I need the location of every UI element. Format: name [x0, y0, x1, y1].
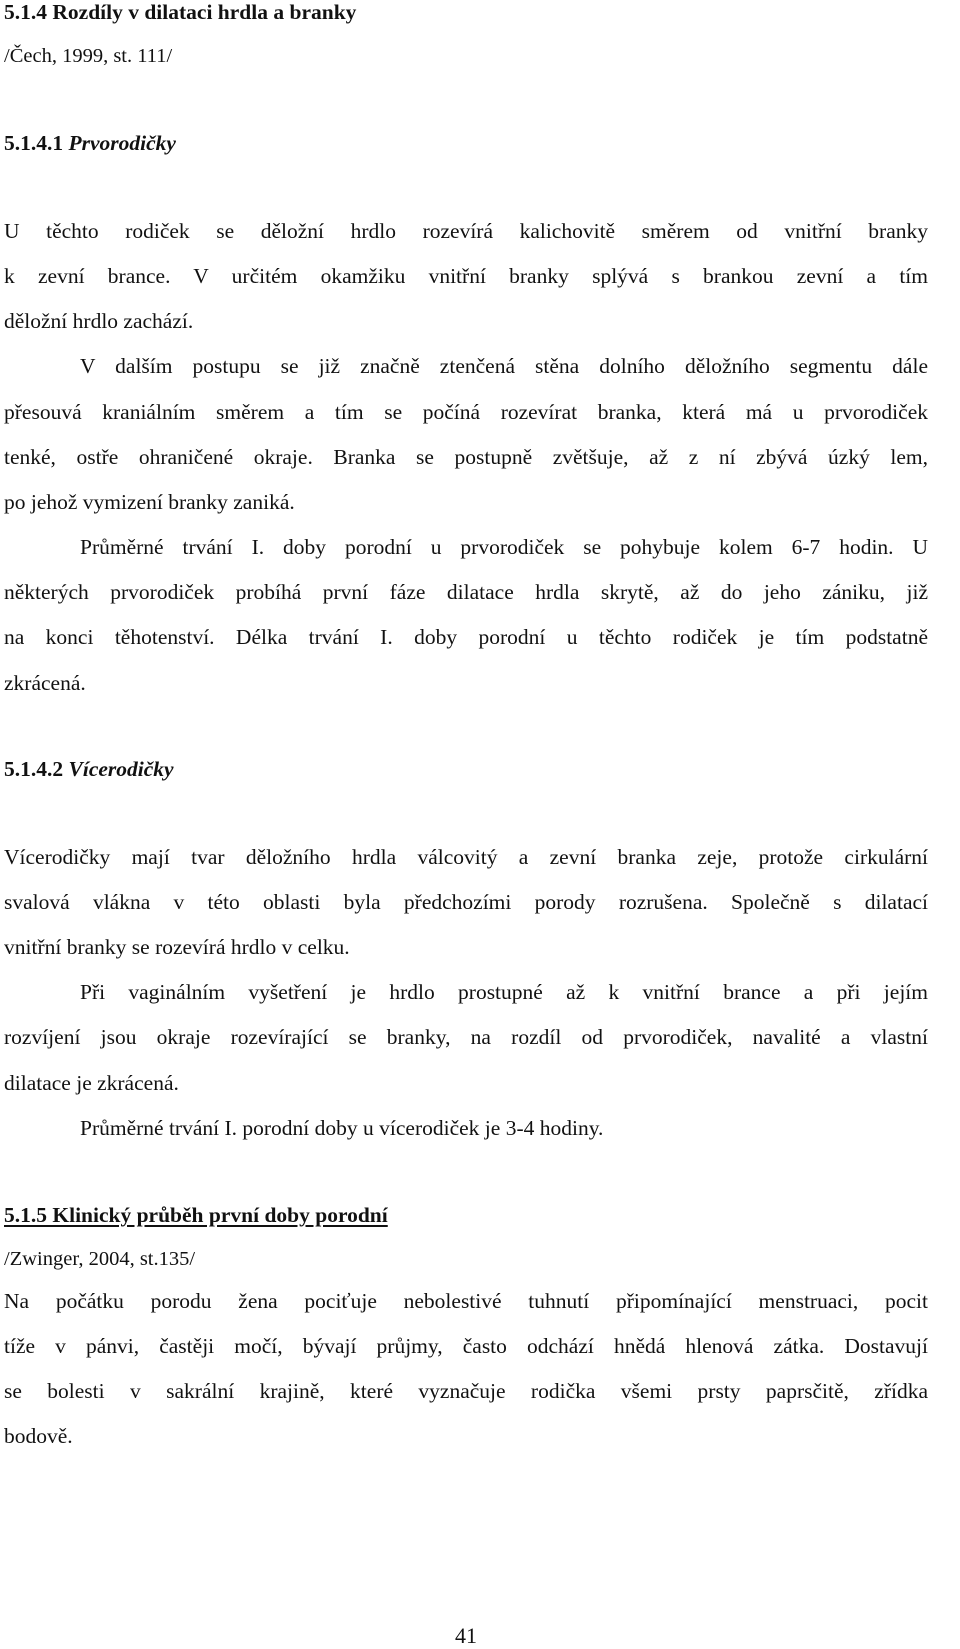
subsection-heading-prvorodicky	[4, 133, 176, 155]
paragraph-line: vnitřní branky se rozevírá hrdlo v celku.	[4, 935, 350, 959]
source-citation-zwinger: /Zwinger, 2004, st.135/	[4, 1248, 196, 1270]
paragraph-line: rozvíjení jsou okraje rozevírající se branky, na rozdíl od prvorodiček, navalité a vlastní	[4, 1025, 928, 1049]
paragraph-line: dilatace je zkrácená.	[4, 1071, 179, 1095]
subsection-title: Prvorodičky	[63, 131, 176, 155]
paragraph-line: Vícerodičky mají tvar děložního hrdla válcovitý a zevní branka zeje, protože cirkulární	[4, 845, 928, 869]
paragraph-line: Při vaginálním vyšetření je hrdlo prostupné až k vnitřní brance a při jejím	[80, 980, 928, 1004]
subsection-number: 5.1.4.1	[4, 131, 64, 155]
paragraph-line: Na počátku porodu žena pociťuje nebolestivé tuhnutí připomínající menstruaci, pocit	[4, 1289, 928, 1313]
paragraph-line: Průměrné trvání I. doby porodní u prvorodiček se pohybuje kolem 6-7 hodin. U	[80, 535, 928, 559]
subsection-title: Vícerodičky	[63, 757, 174, 781]
paragraph-line: tenké, ostře ohraničené okraje. Branka se postupně zvětšuje, až z ní zbývá úzký lem,	[4, 445, 928, 469]
paragraph-line: k zevní brance. V určitém okamžiku vnitřní branky splývá s brankou zevní a tím	[4, 264, 928, 288]
section-heading-5-1-4: 5.1.4 Rozdíly v dilataci hrdla a branky	[4, 0, 357, 24]
subsection-number: 5.1.4.2	[4, 757, 64, 781]
paragraph-line: přesouvá kraniálním směrem a tím se počíná rozevírat branka, která má u prvorodiček	[4, 400, 928, 424]
paragraph-line: tíže v pánvi, častěji močí, bývají průjmy, často odchází hnědá hlenová zátka. Dostavují	[4, 1334, 928, 1358]
paragraph-line: na konci těhotenství. Délka trvání I. doby porodní u těchto rodiček je tím podstatně	[4, 625, 928, 649]
document-page	[4, 0, 928, 1649]
page-number: 41	[455, 1623, 477, 1648]
paragraph-line: některých prvorodiček probíhá první fáze dilatace hrdla skrytě, až do jeho zániku, již	[4, 580, 928, 604]
paragraph-line: Průměrné trvání I. porodní doby u vícerodiček je 3-4 hodiny.	[80, 1116, 604, 1140]
paragraph-line: U těchto rodiček se děložní hrdlo rozevírá kalichovitě směrem od vnitřní branky	[4, 219, 928, 243]
paragraph-line: svalová vlákna v této oblasti byla předchozími porody rozrušena. Společně s dilatací	[4, 890, 928, 914]
paragraph-line: po jehož vymizení branky zaniká.	[4, 490, 295, 514]
paragraph-line: bodově.	[4, 1424, 73, 1448]
section-heading-5-1-5: 5.1.5 Klinický průběh první doby porodní	[4, 1203, 388, 1227]
paragraph-line: děložní hrdlo zachází.	[4, 309, 194, 333]
paragraph-line: V dalším postupu se již značně ztenčená stěna dolního děložního segmentu dále	[80, 354, 928, 378]
subsection-heading-vicerodicky	[4, 759, 174, 781]
paragraph-line: zkrácená.	[4, 671, 86, 695]
source-citation-cech: /Čech, 1999, st. 111/	[4, 45, 173, 67]
paragraph-line: se bolesti v sakrální krajině, které vyznačuje rodička všemi prsty paprsčitě, zřídka	[4, 1379, 928, 1403]
